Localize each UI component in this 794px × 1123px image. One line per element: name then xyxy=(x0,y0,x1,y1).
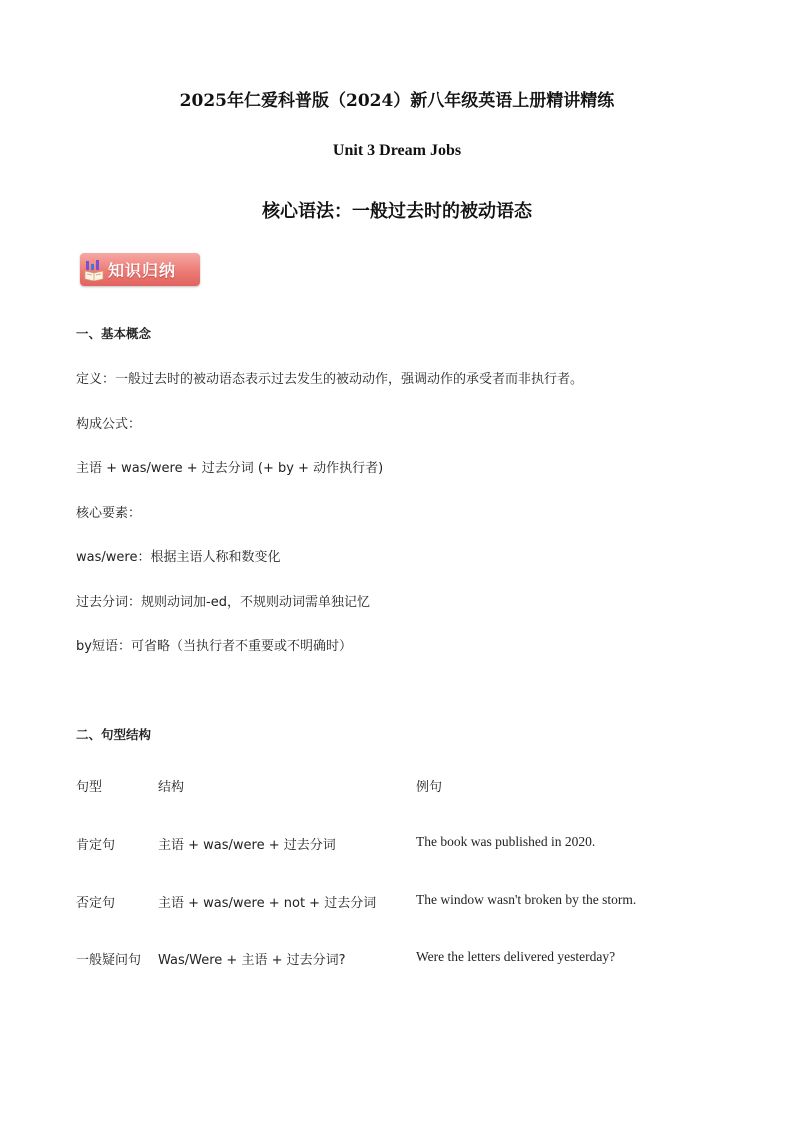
element-item: was/were：根据主语人称和数变化 xyxy=(76,550,281,565)
knowledge-summary-badge xyxy=(80,253,200,286)
table-header-cell: 句型 xyxy=(76,780,103,795)
core-elements-label: 核心要素： xyxy=(76,506,142,521)
table-cell: 主语 + was/were + not + 过去分词 xyxy=(158,896,377,911)
table-cell: 一般疑问句 xyxy=(76,953,142,968)
unit-title: Unit 3 Dream Jobs xyxy=(332,142,462,159)
element-item: 过去分词：规则动词加-ed，不规则动词需单独记忆 xyxy=(76,595,370,610)
table-cell: Was/Were + 主语 + 过去分词? xyxy=(158,953,346,968)
formula-label: 构成公式： xyxy=(76,417,142,432)
table-cell: 肯定句 xyxy=(76,838,116,853)
table-cell: 主语 + was/were + 过去分词 xyxy=(158,838,336,853)
formula-text: 主语 + was/were + 过去分词 (+ by + 动作执行者) xyxy=(76,461,384,476)
table-header-cell: 例句 xyxy=(416,780,443,795)
table-cell: The window wasn't broken by the storm. xyxy=(416,892,637,907)
definition-text: 定义：一般过去时的被动语态表示过去发生的被动动作，强调动作的承受者而非执行者。 xyxy=(76,372,584,387)
table-cell: 否定句 xyxy=(76,896,116,911)
book-chart-icon xyxy=(84,259,104,281)
table-cell: The book was published in 2020. xyxy=(416,834,596,849)
table-cell: Were the letters delivered yesterday? xyxy=(416,949,616,964)
badge-label: 知识归纳 xyxy=(108,261,177,280)
table-header-cell: 结构 xyxy=(158,780,185,795)
grammar-topic-title: 核心语法：一般过去时的被动语态 xyxy=(262,201,532,222)
document-title: 2025年仁爱科普版（2024）新八年级英语上册精讲精练 xyxy=(179,91,615,111)
element-item: by短语：可省略（当执行者不重要或不明确时） xyxy=(76,639,352,654)
section-heading-sentence-structure: 二、句型结构 xyxy=(76,727,152,742)
section-heading-basic-concept: 一、基本概念 xyxy=(76,326,152,341)
